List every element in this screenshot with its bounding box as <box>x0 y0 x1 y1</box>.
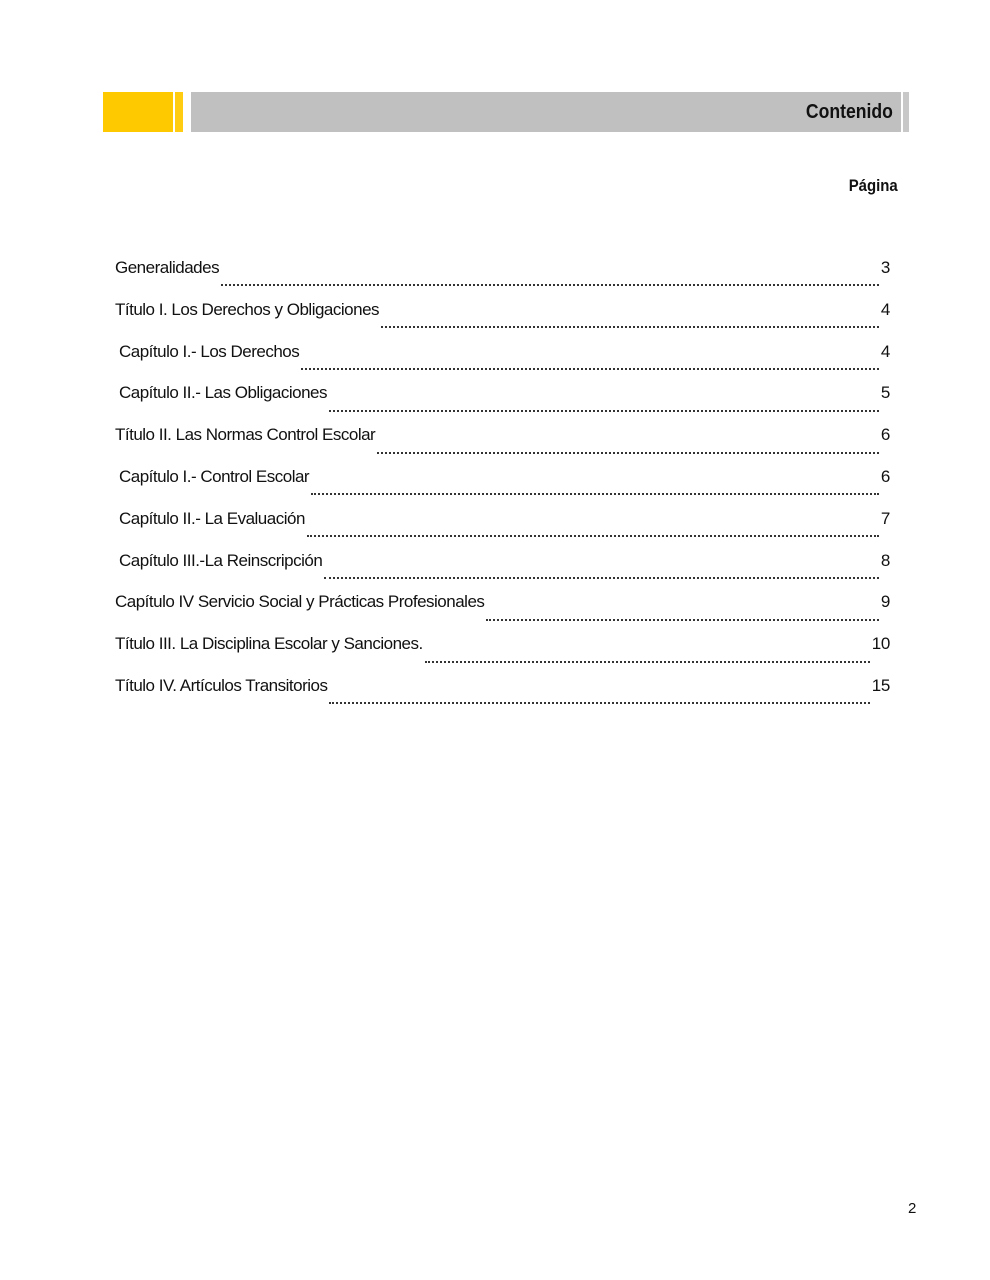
toc-entry-page: 10 <box>871 634 890 654</box>
toc-entry[interactable] <box>115 676 890 718</box>
toc-entry[interactable] <box>115 300 890 342</box>
toc-entry-page: 3 <box>880 258 890 277</box>
toc-entry-page: 4 <box>880 341 890 361</box>
toc-entry[interactable] <box>115 383 890 425</box>
toc-dot-leader <box>324 576 879 579</box>
toc-entry-page: 6 <box>880 425 890 445</box>
toc-entry-label: Título IV. Artículos Transitorios <box>115 675 328 695</box>
toc-entry[interactable] <box>115 342 890 384</box>
toc-entry[interactable] <box>115 258 890 300</box>
toc-dot-leader <box>301 367 879 370</box>
toc-dot-leader <box>425 660 870 663</box>
toc-dot-leader <box>381 325 879 328</box>
table-of-contents <box>115 258 890 718</box>
toc-dot-leader <box>329 409 879 412</box>
toc-entry-label: Capítulo IV Servicio Social y Prácticas Profesionales <box>115 592 485 612</box>
toc-entry-page: 5 <box>880 383 890 403</box>
footer-page-number: 2 <box>908 1200 917 1217</box>
page-column-label: Página <box>848 176 898 195</box>
toc-dot-leader <box>221 283 879 286</box>
toc-dot-leader <box>486 618 878 621</box>
toc-entry[interactable] <box>115 592 890 634</box>
toc-entry-page: 15 <box>871 675 890 695</box>
toc-entry-page: 8 <box>880 550 890 570</box>
header-accent-strip <box>175 92 183 132</box>
toc-entry-label: Capítulo I.- Los Derechos <box>119 341 300 361</box>
toc-entry-label: Capítulo III.-La Reinscripción <box>119 550 323 570</box>
toc-entry[interactable] <box>115 509 890 551</box>
toc-entry-label: Título III. La Disciplina Escolar y Sanciones. <box>115 634 423 654</box>
toc-entry-label: Capítulo I.- Control Escolar <box>119 466 310 486</box>
toc-dot-leader <box>311 492 879 495</box>
toc-entry-label: Título II. Las Normas Control Escolar <box>115 425 376 445</box>
toc-entry[interactable] <box>115 551 890 593</box>
page-title: Contenido <box>805 101 893 123</box>
toc-dot-leader <box>377 451 879 454</box>
toc-entry-page: 9 <box>880 592 890 612</box>
toc-dot-leader <box>329 701 869 704</box>
header-accent-block <box>103 92 173 132</box>
toc-entry-label: Generalidades <box>115 258 220 277</box>
section-header-bar <box>103 92 909 132</box>
toc-entry-page: 4 <box>880 299 890 319</box>
toc-entry[interactable] <box>115 467 890 509</box>
header-gray-band <box>191 92 901 132</box>
header-gray-end <box>903 92 909 132</box>
toc-entry-page: 6 <box>880 466 890 486</box>
toc-entry-label: Título I. Los Derechos y Obligaciones <box>115 299 380 319</box>
toc-entry[interactable] <box>115 425 890 467</box>
toc-entry-label: Capítulo II.- Las Obligaciones <box>119 383 328 403</box>
toc-entry[interactable] <box>115 634 890 676</box>
toc-dot-leader <box>307 534 879 537</box>
toc-entry-page: 7 <box>880 508 890 528</box>
toc-entry-label: Capítulo II.- La Evaluación <box>119 508 305 528</box>
